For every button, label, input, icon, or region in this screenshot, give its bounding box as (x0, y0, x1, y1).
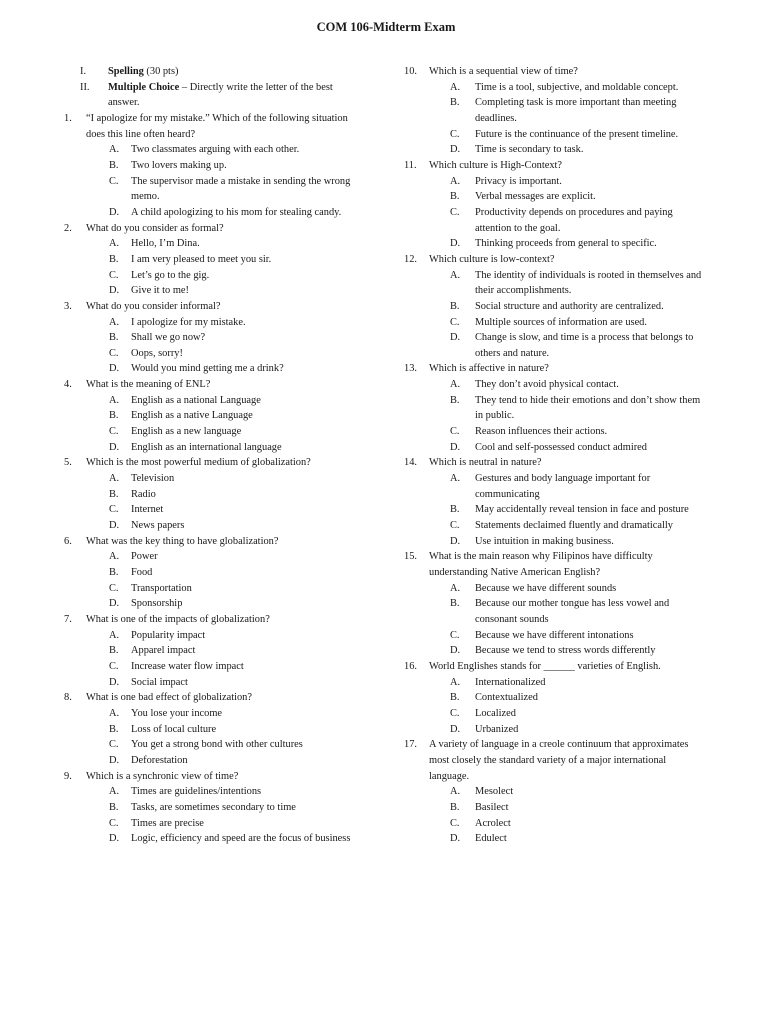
answer-option (60, 784, 362, 800)
answer-option (404, 722, 704, 738)
question-block (60, 299, 362, 377)
answer-option (60, 252, 362, 268)
question-row (404, 158, 704, 174)
answer-option (60, 346, 362, 362)
option-text: Times are precise (131, 817, 204, 829)
option-letter: A. (450, 786, 461, 798)
answer-option (404, 581, 704, 597)
option-text: Power (131, 551, 158, 563)
option-letter: C. (109, 817, 119, 829)
answer-option (60, 142, 362, 158)
question-number: 10. (404, 66, 417, 77)
option-letter: B. (450, 598, 460, 610)
option-text: The supervisor made a mistake in sending the wrong memo. (131, 175, 351, 203)
option-letter: A. (109, 629, 120, 641)
answer-option (404, 377, 704, 393)
option-letter: C. (450, 520, 460, 532)
option-letter: D. (109, 754, 120, 766)
question-row (60, 455, 362, 471)
answer-option (404, 424, 704, 440)
option-text: You lose your income (131, 707, 223, 719)
question-text: What do you consider as formal? (86, 222, 224, 234)
option-letter: A. (450, 175, 461, 187)
option-letter: D. (450, 238, 461, 250)
answer-option (404, 471, 704, 502)
question-number: 3. (64, 300, 72, 312)
answer-option (404, 831, 704, 847)
option-text: I am very pleased to meet you sir. (131, 253, 272, 265)
option-text: Internet (131, 504, 164, 516)
question-text: Which is neutral in nature? (429, 457, 542, 469)
answer-option (404, 675, 704, 691)
question-text: Which is a sequential view of time? (429, 66, 578, 77)
question-text: What is one of the impacts of globalization? (86, 613, 270, 625)
option-letter: C. (109, 582, 119, 594)
option-text: Edulect (475, 833, 507, 845)
option-text: Reason influences their actions. (475, 426, 608, 438)
answer-option (60, 706, 362, 722)
question-block (60, 111, 362, 221)
option-text: News papers (131, 520, 185, 532)
option-letter: D. (109, 520, 120, 532)
question-number: 7. (64, 613, 72, 625)
option-text: Two classmates arguing with each other. (131, 144, 300, 156)
question-number: 13. (404, 363, 417, 375)
option-text: Cool and self-possessed conduct admired (475, 441, 647, 453)
option-text: Because we tend to stress words differently (475, 645, 656, 657)
option-letter: D. (450, 645, 461, 657)
answer-option (60, 659, 362, 675)
section-heading: Spelling (108, 66, 144, 77)
question-block (60, 534, 362, 612)
option-text: Because we have different intonations (475, 629, 634, 641)
option-letter: C. (450, 707, 460, 719)
question-number: 11. (404, 159, 417, 171)
option-letter: C. (450, 206, 460, 218)
option-letter: C. (109, 347, 119, 359)
option-text: Thinking proceeds from general to specific. (475, 238, 657, 250)
question-row (404, 64, 704, 80)
question-row (404, 252, 704, 268)
question-text: “I apologize for my mistake.” Which of the following situation does this line often heard? (86, 112, 348, 140)
option-letter: C. (109, 504, 119, 516)
answer-option (60, 471, 362, 487)
option-text: Internationalized (475, 676, 546, 688)
question-block (404, 455, 704, 549)
answer-option (404, 268, 704, 299)
option-text: Hello, I’m Dina. (131, 238, 200, 250)
answer-option (404, 706, 704, 722)
option-letter: C. (109, 175, 119, 187)
option-letter: D. (450, 833, 461, 845)
option-text: Popularity impact (131, 629, 206, 641)
option-letter: B. (450, 300, 460, 312)
section-number: II. (80, 81, 90, 93)
question-text: Which culture is High-Context? (429, 159, 563, 171)
option-letter: B. (450, 97, 460, 109)
option-letter: A. (450, 379, 461, 391)
option-text: Would you mind getting me a drink? (131, 363, 284, 375)
answer-option (404, 518, 704, 534)
question-text: Which culture is low-context? (429, 253, 555, 265)
answer-option (404, 440, 704, 456)
option-text: Shall we go now? (131, 332, 206, 344)
answer-option (60, 424, 362, 440)
right-column (404, 64, 704, 847)
option-text: Statements declaimed fluently and dramatically (475, 520, 673, 532)
question-text: What was the key thing to have globalization? (86, 535, 279, 547)
option-text: Radio (131, 488, 156, 500)
question-number: 1. (64, 112, 72, 124)
question-text: Which is the most powerful medium of globalization? (86, 457, 311, 469)
option-text: They tend to hide their emotions and don’t show them in public. (475, 394, 701, 422)
answer-option (404, 127, 704, 143)
option-letter: B. (109, 801, 119, 813)
answer-option (60, 816, 362, 832)
answer-option (60, 518, 362, 534)
answer-option (60, 330, 362, 346)
option-letter: D. (450, 332, 461, 344)
option-letter: B. (109, 332, 119, 344)
option-text: Sponsorship (131, 598, 183, 610)
option-letter: D. (109, 441, 120, 453)
answer-option (404, 690, 704, 706)
answer-option (404, 299, 704, 315)
option-text: Completing task is more important than meeting deadlines. (475, 97, 677, 124)
answer-option (60, 596, 362, 612)
option-text: Loss of local culture (131, 723, 217, 735)
answer-option (404, 816, 704, 832)
question-text: World Englishes stands for ______ varieties of English. (429, 660, 661, 672)
option-text: Productivity depends on procedures and paying attention to the goal. (475, 206, 673, 234)
option-letter: B. (450, 801, 460, 813)
section-description: – Directly write the letter of the best answer. (108, 81, 333, 109)
answer-option (60, 643, 362, 659)
answer-option (404, 315, 704, 331)
question-row (60, 612, 362, 628)
answer-option (60, 440, 362, 456)
answer-option (404, 643, 704, 659)
option-letter: B. (109, 410, 119, 422)
option-letter: D. (450, 535, 461, 547)
answer-option (60, 800, 362, 816)
option-letter: D. (450, 723, 461, 735)
option-letter: A. (109, 238, 120, 250)
option-text: Food (131, 567, 153, 578)
answer-option (60, 722, 362, 738)
option-letter: A. (450, 582, 461, 594)
answer-option (60, 205, 362, 221)
option-text: Let’s go to the gig. (131, 269, 210, 281)
answer-option (404, 330, 704, 361)
question-row (60, 534, 362, 550)
option-letter: B. (109, 645, 119, 657)
question-text: Which is a synchronic view of time? (86, 770, 239, 782)
answer-option (404, 142, 704, 158)
option-letter: C. (450, 817, 460, 829)
option-letter: D. (109, 206, 120, 218)
option-letter: B. (109, 567, 119, 578)
answer-option (60, 502, 362, 518)
answer-option (404, 800, 704, 816)
question-number: 14. (404, 457, 417, 469)
question-block (60, 690, 362, 768)
option-text: Use intuition in making business. (475, 535, 614, 547)
option-text: Mesolect (475, 786, 514, 798)
section-number: I. (80, 66, 87, 77)
question-block (404, 158, 704, 252)
question-text: What is one bad effect of globalization? (86, 692, 252, 704)
option-text: English as a national Language (131, 394, 261, 406)
option-text: Apparel impact (131, 645, 196, 657)
question-text: Which is affective in nature? (429, 363, 549, 375)
option-letter: B. (450, 394, 460, 406)
option-letter: A. (450, 473, 461, 485)
option-letter: D. (450, 441, 461, 453)
question-block (404, 737, 704, 847)
section-spelling (60, 64, 362, 80)
option-text: Logic, efficiency and speed are the focus of business (131, 833, 351, 845)
question-row (404, 549, 704, 580)
section-description: (30 pts) (143, 66, 179, 77)
answer-option (60, 236, 362, 252)
answer-option (404, 784, 704, 800)
option-text: Give it to me! (131, 285, 190, 297)
answer-option (404, 596, 704, 627)
option-letter: C. (109, 739, 119, 751)
option-text: Change is slow, and time is a process that belongs to others and nature. (475, 332, 694, 359)
option-text: English as a native Language (131, 410, 253, 422)
option-text: Television (131, 473, 175, 485)
answer-option (404, 205, 704, 236)
option-text: English as an international language (131, 441, 282, 453)
question-text: What do you consider informal? (86, 300, 221, 312)
question-row (60, 221, 362, 237)
answer-option (404, 628, 704, 644)
question-block (60, 612, 362, 690)
option-text: Time is secondary to task. (475, 144, 584, 156)
question-block (404, 64, 704, 158)
answer-option (60, 361, 362, 377)
question-row (60, 111, 362, 142)
answer-option (404, 189, 704, 205)
answer-option (404, 393, 704, 424)
option-letter: B. (109, 488, 119, 500)
question-number: 8. (64, 692, 72, 704)
option-letter: B. (109, 159, 119, 171)
answer-option (60, 565, 362, 581)
option-text: Because we have different sounds (475, 582, 617, 594)
option-letter: A. (109, 551, 120, 563)
section-heading: Multiple Choice (108, 81, 180, 93)
option-text: Deforestation (131, 754, 188, 766)
answer-option (60, 487, 362, 503)
option-letter: D. (109, 676, 120, 688)
option-letter: B. (450, 692, 460, 704)
question-number: 16. (404, 660, 417, 672)
answer-option (60, 283, 362, 299)
option-text: I apologize for my mistake. (131, 316, 246, 328)
option-letter: C. (450, 128, 460, 140)
option-text: The identity of individuals is rooted in themselves and their accomplishments. (475, 269, 702, 297)
question-row (404, 455, 704, 471)
option-letter: A. (109, 786, 120, 798)
answer-option (404, 236, 704, 252)
option-text: Basilect (475, 801, 509, 813)
question-block (404, 549, 704, 659)
option-text: Tasks, are sometimes secondary to time (131, 801, 296, 813)
question-number: 9. (64, 770, 72, 782)
page-title: COM 106-Midterm Exam (316, 20, 456, 34)
option-text: Times are guidelines/intentions (131, 786, 262, 798)
question-number: 6. (64, 535, 72, 547)
option-text: Social structure and authority are centralized. (475, 300, 664, 312)
option-letter: D. (109, 833, 120, 845)
option-text: Gestures and body language important for communicating (475, 473, 651, 500)
question-row (404, 361, 704, 377)
question-block (60, 221, 362, 299)
answer-option (60, 831, 362, 847)
question-text: What is the meaning of ENL? (86, 379, 211, 391)
option-letter: D. (450, 144, 461, 156)
option-letter: A. (109, 144, 120, 156)
option-letter: D. (109, 598, 120, 610)
option-text: Transportation (131, 582, 192, 594)
answer-option (60, 753, 362, 769)
question-block (404, 659, 704, 737)
question-number: 12. (404, 253, 417, 265)
option-letter: D. (109, 285, 120, 297)
option-text: Time is a tool, subjective, and moldable concept. (475, 81, 679, 93)
question-number: 5. (64, 457, 72, 469)
option-text: Because our mother tongue has less vowel and consonant sounds (475, 598, 670, 625)
question-row (60, 690, 362, 706)
option-text: Privacy is important. (475, 175, 562, 187)
answer-option (60, 581, 362, 597)
option-text: Social impact (131, 676, 188, 688)
answer-option (404, 80, 704, 96)
question-number: 17. (404, 739, 417, 751)
option-letter: A. (109, 473, 120, 485)
option-text: You get a strong bond with other cultures (131, 739, 303, 751)
option-letter: C. (109, 426, 119, 438)
option-letter: C. (109, 269, 119, 281)
option-letter: A. (109, 394, 120, 406)
option-text: Multiple sources of information are used. (475, 316, 647, 328)
option-text: Oops, sorry! (131, 347, 183, 359)
answer-option (60, 393, 362, 409)
option-letter: A. (450, 676, 461, 688)
answer-option (60, 675, 362, 691)
option-text: May accidentally reveal tension in face and posture (475, 504, 689, 516)
answer-option (60, 315, 362, 331)
option-letter: C. (450, 426, 460, 438)
answer-option (60, 737, 362, 753)
option-text: Future is the continuance of the present timeline. (475, 128, 679, 140)
option-letter: B. (450, 504, 460, 516)
question-row (60, 299, 362, 315)
option-text: Urbanized (475, 723, 519, 735)
option-letter: D. (109, 363, 120, 375)
option-letter: B. (450, 191, 460, 203)
option-letter: A. (450, 81, 461, 93)
answer-option (60, 549, 362, 565)
left-column (60, 64, 362, 847)
answer-option (60, 628, 362, 644)
option-text: English as a new language (131, 426, 242, 438)
option-letter: A. (109, 316, 120, 328)
question-number: 15. (404, 551, 417, 563)
answer-option (60, 408, 362, 424)
answer-option (404, 95, 704, 126)
answer-option (60, 174, 362, 205)
question-number: 2. (64, 222, 72, 234)
question-row (60, 377, 362, 393)
option-text: Acrolect (475, 817, 511, 829)
option-text: Contextualized (475, 692, 538, 704)
section-multiple-choice (60, 80, 362, 111)
option-text: Increase water flow impact (131, 660, 244, 672)
option-text: Two lovers making up. (131, 159, 227, 171)
question-number: 4. (64, 379, 72, 391)
option-text: Verbal messages are explicit. (475, 191, 596, 203)
option-text: Localized (475, 707, 516, 719)
question-block (404, 252, 704, 362)
option-letter: A. (450, 269, 461, 281)
question-row (404, 737, 704, 784)
question-text: A variety of language in a creole continuum that approximates most closely the standard variety of a major international language. (429, 739, 689, 782)
option-letter: C. (450, 629, 460, 641)
option-letter: B. (109, 723, 119, 735)
option-letter: C. (109, 660, 119, 672)
option-letter: A. (109, 707, 120, 719)
question-row (60, 769, 362, 785)
question-text: What is the main reason why Filipinos have difficulty understanding Native American English? (429, 551, 653, 578)
answer-option (404, 502, 704, 518)
answer-option (60, 268, 362, 284)
question-row (404, 659, 704, 675)
question-block (60, 769, 362, 847)
answer-option (404, 174, 704, 190)
question-block (60, 455, 362, 533)
question-block (404, 361, 704, 455)
option-letter: B. (109, 253, 119, 265)
option-text: They don’t avoid physical contact. (475, 379, 619, 391)
option-text: A child apologizing to his mom for stealing candy. (131, 206, 342, 218)
question-block (60, 377, 362, 455)
option-letter: C. (450, 316, 460, 328)
answer-option (404, 534, 704, 550)
answer-option (60, 158, 362, 174)
